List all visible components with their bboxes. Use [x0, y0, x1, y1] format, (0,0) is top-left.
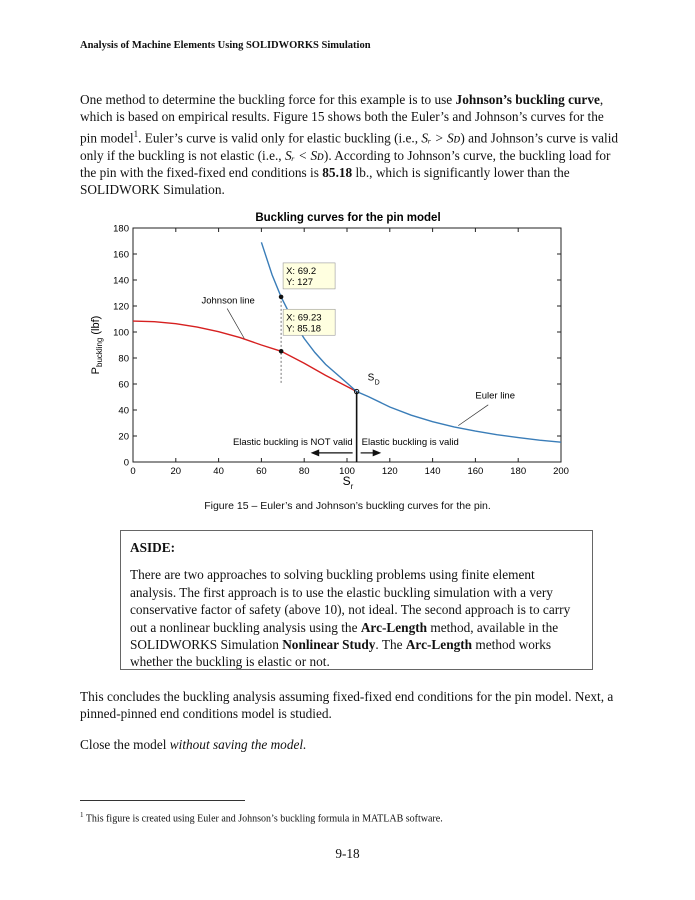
datatip-x-label: X: 69.23 — [286, 312, 322, 324]
aside-title: ASIDE: — [130, 540, 176, 555]
figure-caption: Figure 15 – Euler’s and Johnson’s buckling curves for the pin. — [204, 500, 491, 512]
x-tick-label: 40 — [213, 466, 224, 477]
datatip-y-label: Y: 85.18 — [286, 323, 322, 335]
x-tick-label: 200 — [553, 466, 569, 477]
y-tick-label: 180 — [113, 223, 129, 235]
x-tick-label: 160 — [467, 466, 484, 477]
y-tick-label: 40 — [118, 405, 129, 417]
running-header: Analysis of Machine Elements Using SOLIDWORKS Simulation — [80, 40, 371, 51]
x-tick-label: 180 — [510, 466, 527, 477]
conclusion-paragraph: This concludes the buckling analysis assuming fixed-fixed end conditions for the pin model. Next, a pinned-pinned end conditions model is studied. — [80, 689, 614, 722]
datatip-x-label: X: 69.2 — [286, 265, 317, 277]
aside-text: There are two approaches to solving buckling problems using finite element analysis. The first approach is to use the elastic buckling simulation with a very conservative factor of safety (above 10), not ideal. The second approach is to carry out a nonlinear buckling analysis using the Arc-Length method, available in the SOLIDWORKS Simulation Nonlinear Study. The Arc-Length method works whether the buckling is elastic or not. — [130, 567, 571, 670]
y-tick-label: 160 — [113, 249, 129, 261]
chart-title: Buckling curves for the pin model — [255, 212, 441, 224]
plot-area — [133, 228, 561, 462]
x-tick-label: 80 — [298, 466, 310, 477]
y-axis-label: $P_{buckling}(lbf)$ — [90, 315, 104, 375]
y-tick-label: 100 — [113, 327, 129, 339]
condition-elastic: Sᵣ > Sᴅ — [421, 130, 461, 146]
buckling-load-value: 85.18 — [322, 165, 353, 181]
datatip-marker — [279, 349, 284, 354]
intro-paragraph: One method to determine the buckling force for this example is to use Johnson’s buckling curve, which is based on empirical results. Figure 15 shows both the Euler’s and Johnson’s curves for the pin model$^1$. Euler’s curve is valid only for elastic buckling (i.e., Sᵣ > Sᴅ) and Johnson’s curve is valid only if the buckling is not elastic (i.e., Sᵣ < Sᴅ). According to Johnson’s curve, the buckling load for the pin with the fixed-fixed end conditions is 85.18 lb., which is significantly lower than the SOLIDWORK Simulation. — [80, 92, 619, 198]
euler-label: Euler line — [475, 390, 516, 402]
buckling-chart — [0, 200, 695, 500]
y-tick-label: 0 — [123, 457, 129, 469]
y-tick-label: 80 — [118, 353, 129, 365]
arrow-right-head — [373, 449, 382, 456]
not-valid-label: Elastic buckling is NOT valid — [232, 437, 353, 449]
valid-label: Elastic buckling is valid — [361, 437, 459, 449]
johnson-leader — [227, 309, 244, 339]
arrow-left-head — [311, 449, 320, 456]
footnote-ref: 1 — [133, 128, 139, 139]
johnson-term: Johnson’s buckling curve — [455, 92, 600, 107]
euler-leader — [458, 405, 488, 426]
datatip-marker — [279, 295, 284, 300]
x-tick-label: 0 — [130, 466, 136, 477]
x-tick-label: 60 — [256, 466, 267, 477]
y-tick-label: 20 — [118, 431, 129, 443]
x-tick-label: 20 — [170, 466, 182, 477]
condition-inelastic: Sᵣ < Sᴅ — [284, 147, 324, 163]
x-tick-label: 140 — [424, 466, 441, 477]
x-axis-label: $S_r$ — [342, 474, 354, 491]
datatip-y-label: Y: 127 — [286, 276, 314, 288]
sd-sub-label: D — [374, 379, 380, 387]
x-tick-label: 100 — [339, 466, 355, 477]
y-tick-label: 60 — [118, 379, 129, 391]
close-instruction: Close the model without saving the model. — [80, 737, 307, 752]
footnote: $^1$ This figure is created using Euler and Johnson’s buckling formula in MATLAB software. — [80, 811, 443, 825]
y-tick-label: 120 — [113, 301, 129, 313]
footnote-divider — [80, 800, 245, 801]
johnson-label: Johnson line — [201, 295, 255, 307]
page-number: 9-18 — [335, 846, 360, 861]
sd-label: S — [367, 372, 375, 384]
aside-box — [120, 530, 593, 670]
x-tick-label: 120 — [381, 466, 398, 477]
y-tick-label: 140 — [113, 275, 129, 287]
